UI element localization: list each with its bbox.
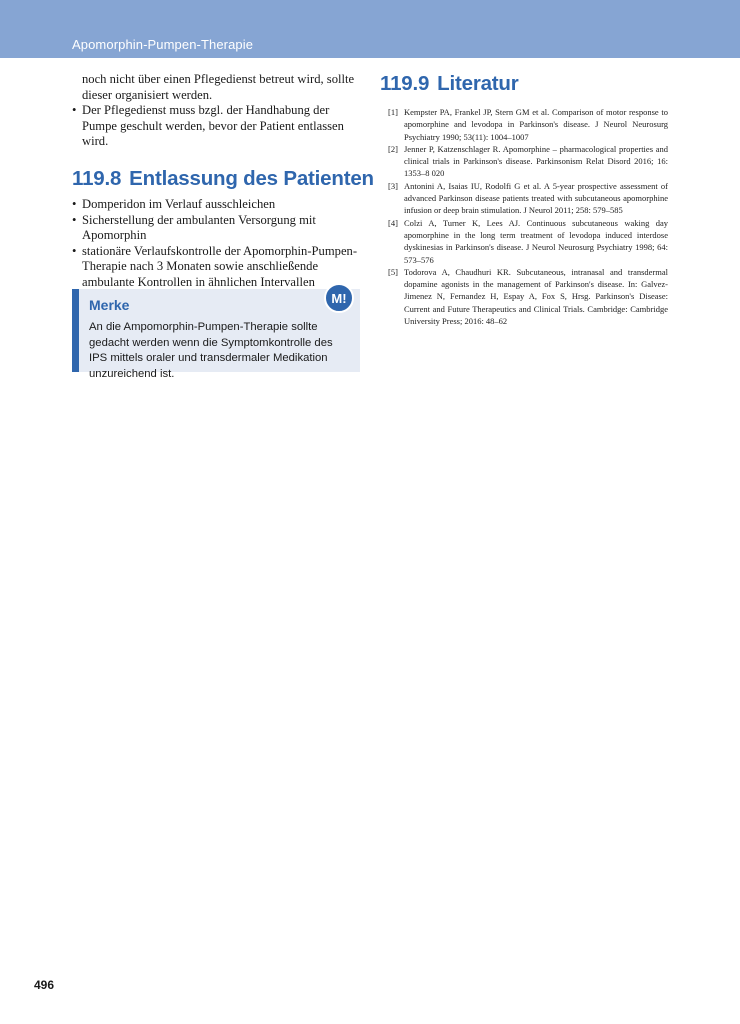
merke-badge-icon (324, 283, 354, 313)
continued-paragraph: noch nicht über einen Pflegedienst betreut wird, sollte dieser organisiert werden. (82, 72, 355, 102)
reference-list (380, 106, 668, 327)
section-title: Entlassung des Patienten (129, 166, 374, 190)
merke-badge-label: M! (331, 291, 347, 306)
list-item: • Sicherstellung der ambulanten Versorgung mit Apomorphin (72, 213, 360, 244)
reference-text: Colzi A, Turner K, Lees AJ. Continuous subcutaneous waking day apomorphine in the long term treatment of levodopa induced interdose dyskinesias in Parkinson's disease. J Neurol Neurosurg Psychiatry 1998; 64: 573–576 (404, 217, 668, 265)
merke-box (72, 289, 360, 380)
section-number: 119.8 (72, 166, 122, 190)
reference-text: Antonini A, Isaias IU, Rodolfi G et al. A 5-year prospective assessment of advanced Parkinson disease patients treated with subcutaneous apomorphine infusion or deep brain stimulation. J Neurol 2011; 258: 579–585 (404, 180, 668, 216)
reference-item (380, 180, 668, 217)
reference-number: [4] (388, 217, 398, 228)
reference-item (380, 266, 668, 327)
running-header-bar (0, 0, 740, 58)
section-heading-entlassung (72, 166, 374, 191)
list-item: • Domperidon im Verlauf ausschleichen (72, 197, 360, 213)
reference-number: [5] (388, 266, 398, 277)
running-header-title: Apomorphin-Pumpen-Therapie (72, 37, 254, 52)
continued-bullet-list (72, 103, 360, 150)
reference-text: Jenner P, Katzenschlager R. Apomorphine – pharmacological properties and clinical trials in Parkinson's disease. Parkinsonism Relat Disord 2016; 16: 1353–8 020 (404, 143, 668, 179)
section-number: 119.9 (380, 72, 430, 95)
reference-item (380, 106, 668, 143)
reference-text: Kempster PA, Frankel JP, Stern GM et al. Comparison of motor response to apomorphine and levodopa in Parkinson's disease. J Neurol Neurosurg Psychiatry 1990; 53(11): 1004–1007 (404, 107, 668, 142)
entlassung-bullet-list (72, 197, 360, 291)
reference-number: [1] (388, 107, 398, 117)
reference-number: [3] (388, 180, 398, 191)
section-title: Literatur (437, 72, 519, 95)
right-column (380, 72, 668, 327)
merke-accent-stripe (72, 289, 79, 372)
reference-number: [2] (388, 143, 398, 154)
merke-text: An die Ampomorphin-Pumpen-Therapie sollte gedacht werden wenn die Symptomkontrolle des IPS mittels oraler und transdermaler Medikation unzureichend ist. (89, 321, 333, 380)
left-column (72, 72, 374, 291)
merke-title: Merke (89, 297, 130, 313)
page-number: 496 (34, 978, 55, 992)
list-item: • Der Pflegedienst muss bzgl. der Handhabung der Pumpe geschult werden, bevor der Patient entlassen wird. (72, 103, 360, 150)
list-item: • stationäre Verlaufskontrolle der Apomorphin-Pumpen-Therapie nach 3 Monaten sowie anschließende ambulante Kontrollen in ähnlichen Intervallen (72, 244, 360, 291)
reference-item (380, 143, 668, 180)
reference-text: Todorova A, Chaudhuri KR. Subcutaneous, intranasal and transdermal dopamine agonists in the management of Parkinson's disease. In: Galvez-Jimenez N, Fernandez H, Espay A, Fox S, Hrsg. Parkinson's Disease: Current and Future Therapeutics and Clinical Trials. Cambridge: Cambridge University Press; 2016: 48–62 (404, 266, 668, 327)
section-heading-literatur (380, 72, 668, 96)
reference-item (380, 217, 668, 266)
